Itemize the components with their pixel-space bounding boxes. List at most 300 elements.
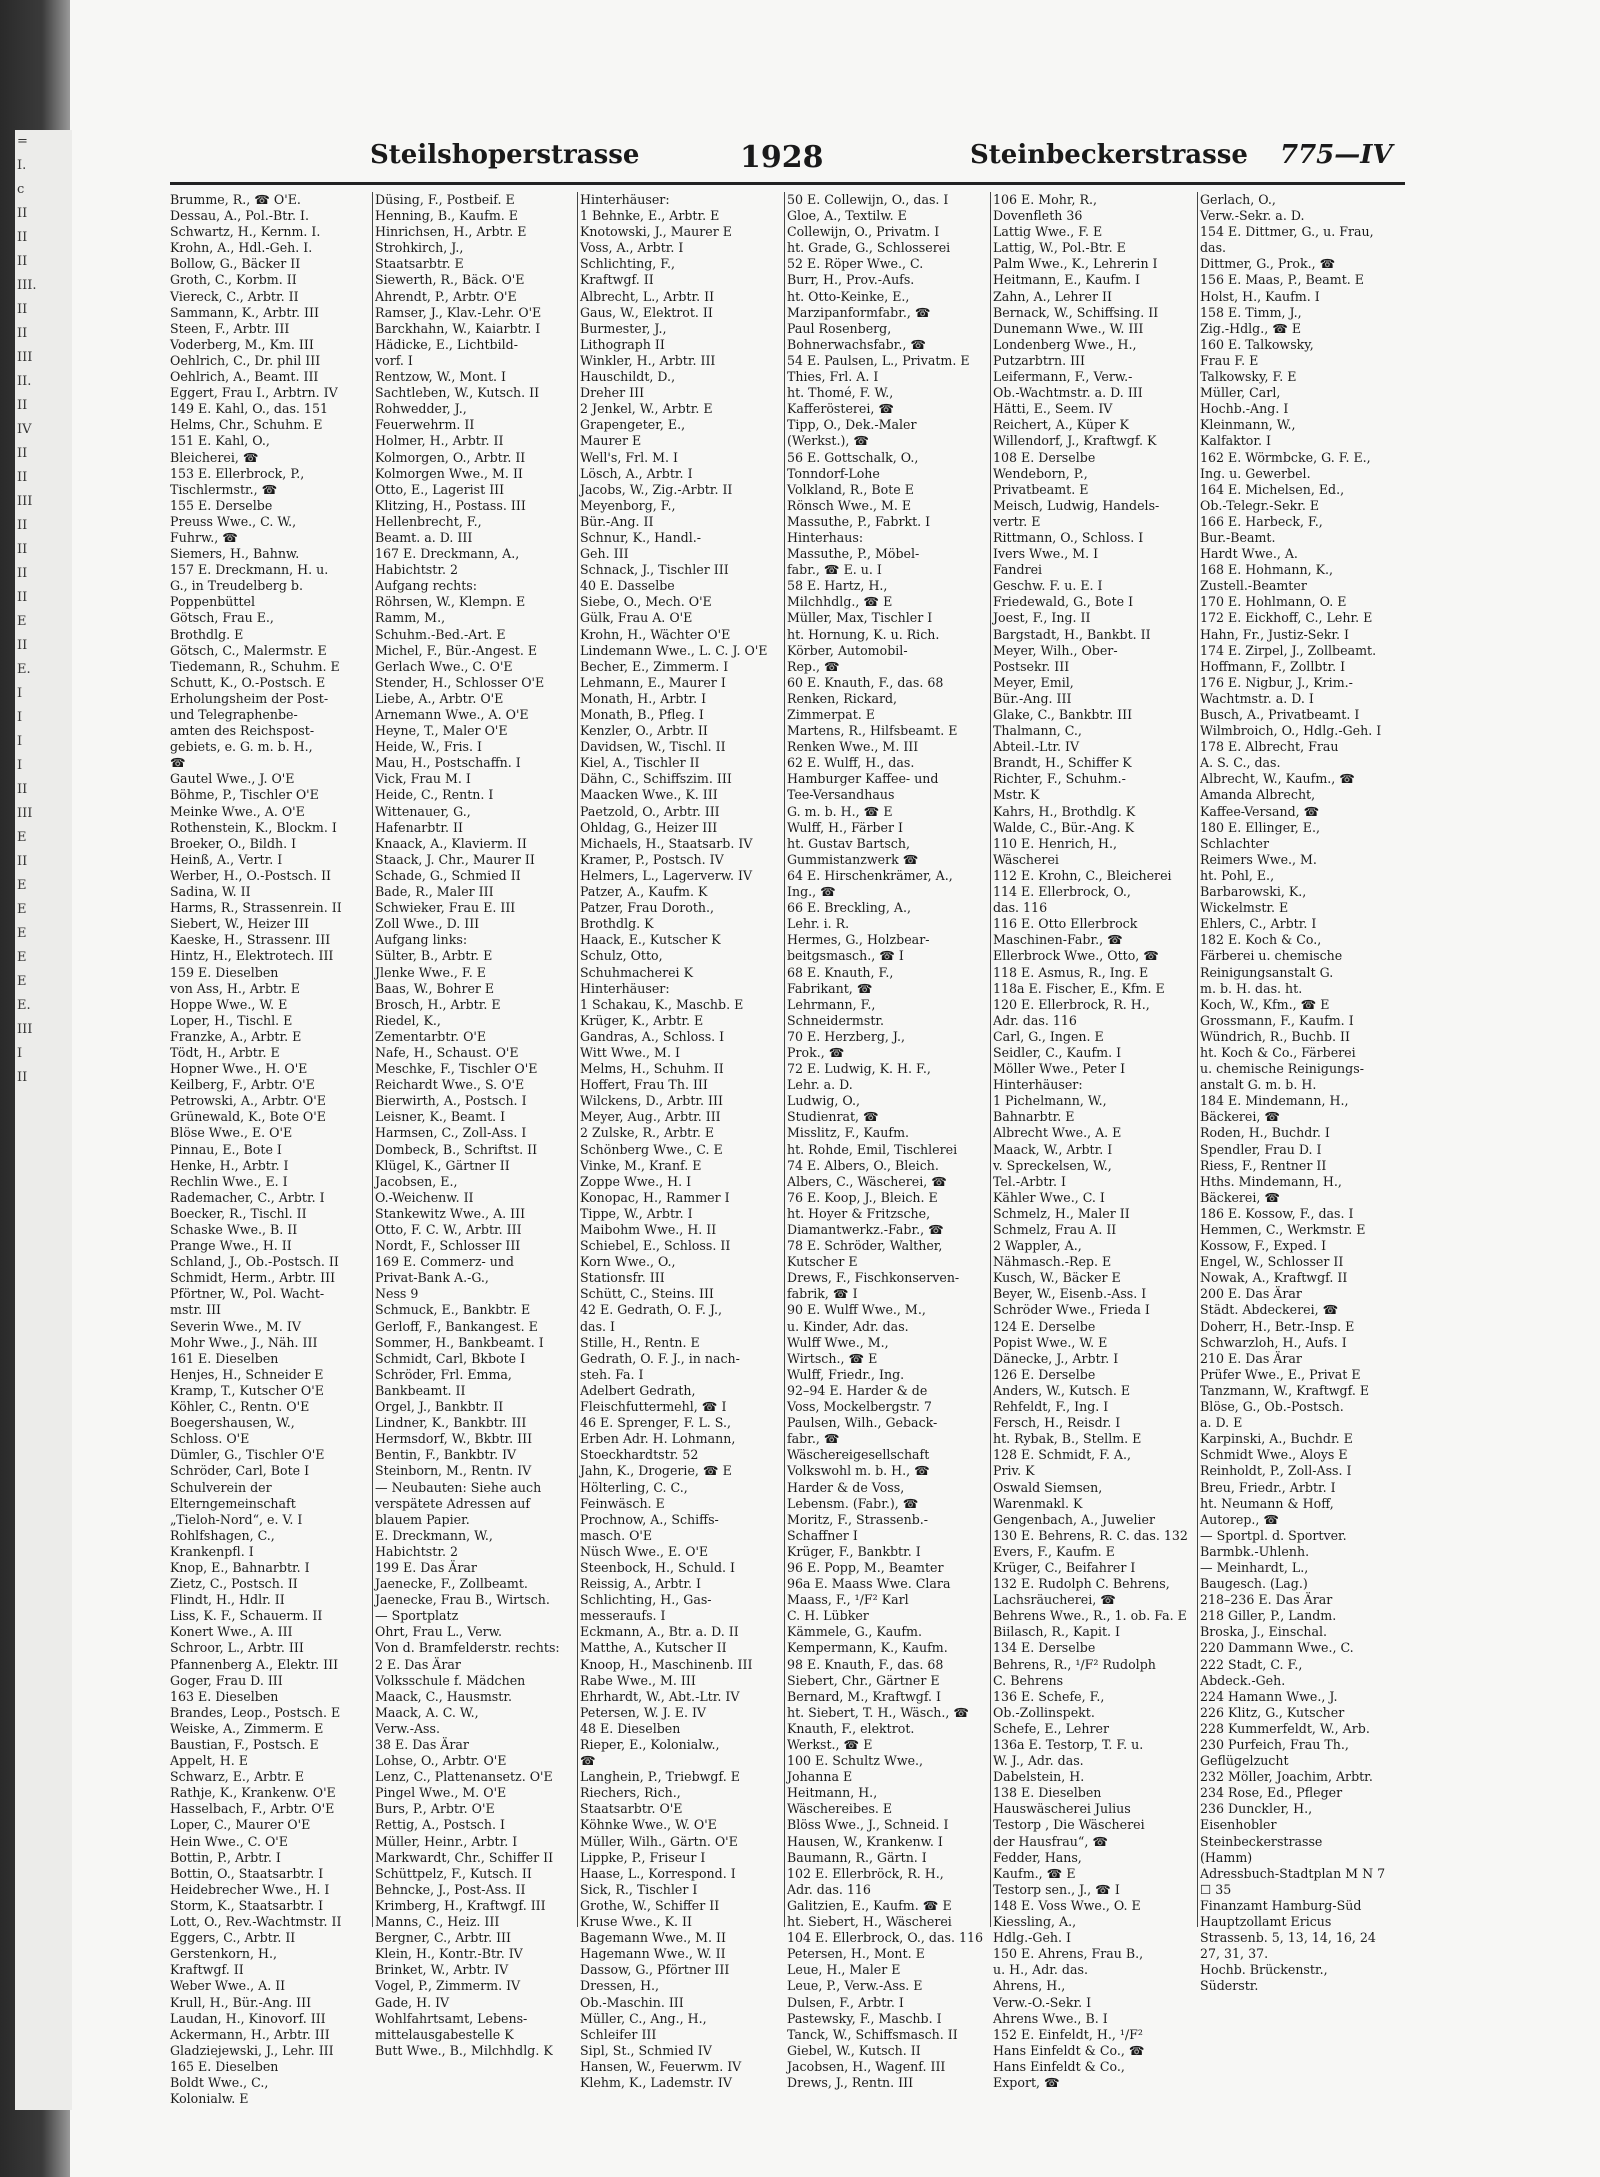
directory-entry: Maacken Wwe., K. III — [580, 787, 718, 803]
directory-entry: Privatbeamt. E — [993, 481, 1089, 497]
directory-entry: Zimmerpat. E — [787, 707, 875, 722]
margin-fragment: I — [17, 758, 23, 773]
margin-fragment: II. — [17, 374, 32, 389]
directory-entry: 138 E. Dieselben — [993, 1785, 1102, 1801]
directory-entry: Walde, C., Bür.-Ang. K — [993, 819, 1135, 835]
directory-entry: 78 E. Schröder, Walther, — [787, 1238, 943, 1254]
directory-entry: Hemmen, C., Werkmstr. E — [1200, 1222, 1366, 1237]
margin-fragment: E — [17, 878, 27, 893]
directory-entry: Hauptzollamt Ericus — [1200, 1914, 1332, 1930]
directory-entry: Michaels, H., Staatsarb. IV — [580, 835, 753, 851]
directory-entry: 222 Stadt, C. F., — [1200, 1656, 1303, 1672]
directory-entry: Ing., ☎ — [787, 884, 836, 900]
directory-entry: Oswald Siemsen, — [993, 1479, 1103, 1495]
directory-entry: Spendler, Frau D. I — [1200, 1141, 1322, 1157]
directory-entry: a. D. E — [1200, 1415, 1243, 1431]
directory-entry: Storm, K., Staatsarbtr. I — [170, 1897, 324, 1913]
directory-entry: Kaffee-Versand, ☎ — [1200, 803, 1320, 819]
directory-entry: 218 Giller, P., Landm. — [1200, 1608, 1337, 1624]
margin-fragment: E — [17, 974, 27, 989]
directory-entry: Konopac, H., Rammer I — [580, 1189, 730, 1205]
directory-entry: Kaufm., ☎ E — [993, 1865, 1076, 1881]
directory-entry: 126 E. Derselbe — [993, 1366, 1096, 1382]
margin-fragment: II — [17, 326, 28, 341]
directory-entry: Leue, H., Maler E — [787, 1962, 901, 1978]
directory-entry: Riess, F., Rentner II — [1200, 1157, 1327, 1173]
directory-entry: Willendorf, J., Kraftwgf. K — [993, 433, 1157, 449]
directory-entry: Mohr Wwe., J., Näh. III — [170, 1334, 318, 1350]
directory-entry: 176 E. Nigbur, J., Krim.- — [1200, 674, 1353, 690]
directory-entry: Sick, R., Tischler I — [580, 1881, 698, 1897]
directory-entry: Franzke, A., Arbtr. E — [170, 1028, 302, 1044]
directory-entry: Hädicke, E., Lichtbild- — [375, 336, 518, 352]
directory-entry: Rathje, K., Krankenw. O'E — [170, 1785, 336, 1801]
directory-entry: Burmester, J., — [580, 320, 667, 336]
directory-entry: Stille, H., Rentn. E — [580, 1334, 700, 1350]
directory-entry: Lindner, K., Bankbtr. III — [375, 1415, 527, 1431]
directory-entry: Nordt, F., Schlosser III — [375, 1238, 521, 1254]
directory-entry: Schaske Wwe., B. II — [170, 1222, 298, 1237]
directory-entry: Strassenb. 5, 13, 14, 16, 24 — [1200, 1930, 1376, 1946]
directory-entry: 164 E. Michelsen, Ed., — [1200, 481, 1345, 497]
margin-fragment: II — [17, 254, 28, 269]
directory-entry: Harder & de Voss, — [787, 1479, 905, 1495]
margin-fragment: E. — [17, 998, 31, 1013]
directory-entry: Baas, W., Bohrer E — [375, 980, 495, 996]
directory-entry: Werkst., ☎ E — [787, 1737, 873, 1752]
directory-entry: Behrens, R., ¹/F² Rudolph — [993, 1656, 1156, 1672]
directory-entry: Bahnarbtr. E — [993, 1109, 1075, 1125]
margin-fragment: II — [17, 542, 28, 557]
directory-entry: 54 E. Paulsen, L., Privatm. E — [787, 352, 970, 368]
directory-entry: Klitzing, H., Postass. III — [375, 497, 526, 513]
directory-entry: Londenberg Wwe., H., — [993, 336, 1137, 352]
directory-entry: Schmidt Wwe., Aloys E — [1200, 1447, 1348, 1463]
directory-entry: Maschinen-Fabr., ☎ — [993, 932, 1123, 948]
directory-entry: Sülter, B., Arbtr. E — [375, 948, 493, 964]
directory-entry: verspätete Adressen auf — [375, 1495, 531, 1511]
margin-fragment: II — [17, 302, 28, 317]
directory-entry: Popist Wwe., W. E — [993, 1334, 1108, 1350]
directory-entry: Henke, H., Arbtr. I — [170, 1157, 289, 1173]
directory-entry: Hölterling, C. C., — [580, 1479, 688, 1495]
directory-entry: Rentzow, W., Mont. I — [375, 369, 506, 385]
directory-entry: Winkler, H., Arbtr. III — [580, 352, 716, 368]
directory-entry: Haack, E., Kutscher K — [580, 932, 721, 948]
directory-entry: Steinborn, M., Rentn. IV — [375, 1463, 532, 1479]
directory-entry: Wendeborn, P., — [993, 465, 1088, 481]
directory-entry: Ob.-Maschin. III — [580, 1994, 684, 2010]
directory-entry: Lattig, W., Pol.-Btr. E — [993, 240, 1126, 256]
directory-entry: 76 E. Koop, J., Bleich. E — [787, 1189, 938, 1205]
directory-entry: Ob.-Zollinspekt. — [993, 1704, 1095, 1720]
directory-entry: 118 E. Asmus, R., Ing. E — [993, 964, 1149, 980]
directory-entry: Staatsarbtr. E — [375, 256, 464, 272]
directory-entry: O.-Weichenw. II — [375, 1189, 474, 1205]
directory-entry: Meyer, Wilh., Ober- — [993, 642, 1118, 658]
directory-entry: Bernard, M., Kraftwgf. I — [787, 1688, 942, 1704]
directory-entry: Nafe, H., Schaust. O'E — [375, 1044, 519, 1060]
directory-entry: Misslitz, F., Kaufm. — [787, 1125, 910, 1141]
directory-entry: Gloe, A., Textilw. E — [787, 208, 907, 224]
directory-entry: Ehlers, C., Arbtr. I — [1200, 916, 1317, 932]
directory-entry: Stoeckhardtstr. 52 — [580, 1447, 699, 1463]
margin-fragment: I — [17, 710, 23, 725]
margin-fragment: IV — [17, 422, 32, 437]
directory-entry: Tipp, O., Dek.-Maler — [787, 417, 917, 433]
directory-entry: Stankewitz Wwe., A. III — [375, 1205, 526, 1221]
directory-entry: Beamt. a. D. III — [375, 529, 473, 545]
directory-entry: Doherr, H., Betr.-Insp. E — [1200, 1318, 1355, 1334]
directory-entry: Schland, J., Ob.-Postsch. II — [170, 1254, 339, 1270]
directory-entry: Müller, Max, Tischler I — [787, 610, 933, 626]
directory-entry: Severin Wwe., M. IV — [170, 1318, 301, 1334]
directory-entry: Lithograph II — [580, 336, 665, 352]
directory-entry: Petersen, H., Mont. E — [787, 1946, 925, 1962]
directory-entry: 2 E. Das Ärar — [375, 1656, 461, 1672]
directory-entry: v. Spreckelsen, W., — [993, 1157, 1112, 1173]
directory-entry: Boecker, R., Tischl. II — [170, 1205, 307, 1221]
directory-entry: Feuerwehrm. II — [375, 417, 475, 433]
directory-entry: Haase, L., Korrespond. I — [580, 1865, 736, 1881]
directory-entry: Kenzler, O., Arbtr. II — [580, 723, 708, 739]
directory-entry: Hätti, E., Seem. IV — [993, 401, 1113, 417]
directory-entry: 182 E. Koch & Co., — [1200, 932, 1322, 948]
directory-entry: 159 E. Dieselben — [170, 964, 279, 980]
directory-entry: Milchhdlg., ☎ E — [787, 594, 893, 610]
directory-entry: Friedewald, G., Bote I — [993, 594, 1134, 610]
directory-entry: Oehlrich, C., Dr. phil III — [170, 352, 321, 368]
directory-entry: Heide, C., Rentn. I — [375, 787, 494, 803]
directory-entry: Lehr. a. D. — [787, 1077, 853, 1093]
directory-entry: Kraftwgf. II — [170, 1962, 244, 1978]
directory-entry: mittelausgabestelle K — [375, 2026, 514, 2042]
directory-entry: Brothdlg. K — [580, 916, 654, 932]
directory-entry: 118a E. Fischer, E., Kfm. E — [993, 980, 1165, 996]
directory-entry: 136 E. Schefe, F., — [993, 1688, 1105, 1704]
directory-entry: 170 E. Hohlmann, O. E — [1200, 594, 1347, 610]
directory-entry: fabr., ☎ — [787, 1431, 840, 1447]
directory-entry: Fleischfuttermehl, ☎ I — [580, 1399, 727, 1415]
directory-entry: Koch, W., Kfm., ☎ E — [1200, 996, 1330, 1012]
directory-entry: Rechlin Wwe., E. I — [170, 1173, 288, 1189]
directory-entry: ht. Koch & Co., Färberei — [1200, 1044, 1356, 1060]
directory-entry: Dassow, G., Pförtner III — [580, 1962, 730, 1978]
directory-entry: Wittenauer, G., — [375, 803, 471, 819]
directory-entry: Maack, A. C. W., — [375, 1704, 479, 1720]
directory-entry: u. H., Adr. das. — [993, 1962, 1088, 1978]
directory-entry: Barbarowski, K., — [1200, 884, 1307, 900]
directory-entry: 27, 31, 37. — [1200, 1946, 1269, 1962]
directory-entry: Gerloff, F., Bankangest. E — [375, 1318, 538, 1334]
directory-entry: Lott, O., Rev.-Wachtmstr. II — [170, 1914, 342, 1930]
margin-fragment: III — [17, 494, 33, 509]
directory-entry: Elterngemeinschaft — [170, 1495, 296, 1511]
directory-entry: ht. Pohl, E., — [1200, 867, 1275, 883]
directory-entry: Klügel, K., Gärtner II — [375, 1157, 510, 1173]
directory-entry: Rademacher, C., Arbtr. I — [170, 1189, 325, 1205]
directory-entry: 161 E. Dieselben — [170, 1350, 279, 1366]
directory-entry: Süderstr. — [1200, 1978, 1259, 1994]
directory-entry: Bernack, W., Schiffsing. II — [993, 304, 1159, 320]
directory-entry: Zahn, A., Lehrer II — [993, 288, 1112, 304]
directory-entry: Ohldag, G., Heizer III — [580, 819, 718, 835]
directory-entry: Ahrendt, P., Arbtr. O'E — [375, 288, 517, 304]
directory-entry: 156 E. Maas, P., Beamt. E — [1200, 272, 1364, 288]
directory-entry: 210 E. Das Ärar — [1200, 1350, 1302, 1366]
directory-entry: Blöse Wwe., E. O'E — [170, 1125, 293, 1141]
directory-entry: Köhler, C., Rentn. O'E — [170, 1399, 310, 1415]
directory-entry: Zementarbtr. O'E — [375, 1028, 487, 1044]
directory-entry: fabrik, ☎ I — [787, 1286, 858, 1302]
directory-entry: Düsing, F., Postbeif. E — [375, 192, 515, 207]
directory-entry: Kolonialw. E — [170, 2091, 249, 2107]
directory-entry: Hausen, W., Krankenw. I — [787, 1833, 943, 1849]
directory-entry: Schwartz, H., Kernm. I. — [170, 224, 321, 240]
directory-entry: amten des Reichspost- — [170, 723, 315, 739]
directory-entry: Harmsen, C., Zoll-Ass. I — [375, 1125, 527, 1141]
directory-entry: Mau, H., Postschaffn. I — [375, 755, 521, 771]
directory-entry: 184 E. Mindemann, H., — [1200, 1093, 1349, 1109]
directory-entry: Schröder, Carl, Bote I — [170, 1463, 310, 1479]
column-1 — [170, 192, 370, 2107]
directory-entry: Schnack, J., Tischler III — [580, 562, 729, 578]
directory-entry: Adr. das. 116 — [787, 1881, 871, 1897]
directory-entry: Otto, F. C. W., Arbtr. III — [375, 1222, 522, 1237]
directory-entry: Glake, C., Bankbtr. III — [993, 707, 1133, 722]
directory-entry: Jahn, K., Drogerie, ☎ E — [580, 1463, 732, 1479]
directory-entry: Sipl, St., Schmied IV — [580, 2042, 712, 2058]
directory-entry: Talkowsky, F. E — [1200, 369, 1297, 385]
directory-entry: Wilckens, D., Arbtr. III — [580, 1093, 723, 1109]
directory-entry: Albrecht Wwe., A. E — [993, 1125, 1122, 1141]
directory-entry: Hoffert, Frau Th. III — [580, 1077, 708, 1093]
directory-entry: Warenmakl. K — [993, 1495, 1083, 1511]
margin-fragment: II — [17, 1070, 28, 1085]
directory-entry: Bleicherei, ☎ — [170, 449, 259, 465]
directory-entry: 70 E. Herzberg, J., — [787, 1028, 905, 1044]
directory-entry: Ellerbrock Wwe., Otto, ☎ — [993, 948, 1159, 964]
column-3 — [580, 192, 780, 2090]
directory-entry: Wirtsch., ☎ E — [787, 1350, 878, 1366]
page-header — [170, 140, 1405, 180]
directory-entry: Sachtleben, W., Kutsch. II — [375, 385, 540, 401]
columns — [170, 192, 1405, 2107]
directory-entry: Meinke Wwe., A. O'E — [170, 803, 305, 819]
directory-entry: Fersch, H., Reisdr. I — [993, 1415, 1121, 1431]
directory-entry: Lohse, O., Arbtr. O'E — [375, 1753, 507, 1769]
directory-entry: 226 Klitz, G., Kutscher — [1200, 1704, 1345, 1720]
directory-entry: Palm Wwe., K., Lehrerin I — [993, 256, 1158, 272]
directory-entry: Vick, Frau M. I — [375, 771, 471, 787]
directory-entry: Schröder Wwe., Frieda I — [993, 1302, 1150, 1318]
directory-entry: Kalfaktor. I — [1200, 433, 1272, 449]
margin-fragment: II — [17, 230, 28, 245]
directory-entry: Schüttpelz, F., Kutsch. II — [375, 1865, 532, 1881]
directory-entry: masch. O'E — [580, 1527, 653, 1543]
directory-entry: Prüfer Wwe., E., Privat E — [1200, 1366, 1361, 1382]
directory-entry: Krimberg, H., Kraftwgf. III — [375, 1897, 546, 1913]
directory-entry: 134 E. Derselbe — [993, 1640, 1096, 1656]
directory-entry: G. m. b. H., ☎ E — [787, 803, 893, 819]
directory-entry: Beyer, W., Eisenb.-Ass. I — [993, 1286, 1147, 1302]
directory-entry: Knauth, F., elektrot. — [787, 1720, 915, 1736]
header-year: 1928 — [740, 140, 824, 175]
directory-entry: 104 E. Ellerbrock, O., das. 116 — [787, 1930, 983, 1946]
directory-entry: Diamantwerkz.-Fabr., ☎ — [787, 1222, 944, 1237]
directory-entry: Krankenpfl. I — [170, 1543, 254, 1559]
directory-entry: Pingel Wwe., M. O'E — [375, 1785, 507, 1801]
directory-entry: Bäckerei, ☎ — [1200, 1109, 1281, 1125]
directory-entry: fabr., ☎ E. u. I — [787, 562, 882, 578]
header-street-left: Steilshoperstrasse — [370, 140, 640, 170]
directory-entry: Lehr. i. R. — [787, 916, 850, 932]
directory-entry: Schütt, C., Steins. III — [580, 1286, 714, 1302]
directory-entry: Manns, C., Heiz. III — [375, 1914, 500, 1930]
directory-entry: Renken Wwe., M. III — [787, 739, 919, 755]
directory-entry: Barmbk.-Uhlenh. — [1200, 1543, 1310, 1559]
directory-entry: Lattig Wwe., F. E — [993, 224, 1103, 240]
directory-entry: Riedel, K., — [375, 1012, 441, 1028]
directory-entry: Schulverein der — [170, 1479, 272, 1495]
directory-entry: Hinterhaus: — [787, 529, 864, 545]
directory-entry: 52 E. Röper Wwe., C. — [787, 256, 924, 272]
directory-entry: Preuss Wwe., C. W., — [170, 513, 297, 529]
directory-entry: ht. Neumann & Hoff, — [1200, 1495, 1334, 1511]
margin-fragment: II — [17, 854, 28, 869]
directory-entry: Habichtstr. 2 — [375, 562, 458, 578]
directory-entry: Vinke, M., Kranf. E — [580, 1157, 702, 1173]
directory-entry: Schmidt, Herm., Arbtr. III — [170, 1270, 336, 1286]
margin-fragment: III. — [17, 278, 37, 293]
directory-entry: Erben Adr. H. Lohmann, — [580, 1431, 736, 1447]
directory-entry: Heide, W., Fris. I — [375, 739, 482, 755]
directory-entry: Keilberg, F., Arbtr. O'E — [170, 1077, 315, 1093]
directory-entry: Eisenhobler — [1200, 1817, 1277, 1833]
directory-entry: Röhrsen, W., Klempn. E — [375, 594, 526, 610]
margin-fragment: E. — [17, 662, 31, 677]
directory-entry: Hinterhäuser: — [580, 192, 670, 207]
directory-entry: beitgsmasch., ☎ I — [787, 948, 904, 964]
directory-entry: Breu, Friedr., Arbtr. I — [1200, 1479, 1336, 1495]
directory-entry: Ahrens, H., — [993, 1978, 1066, 1994]
directory-entry: Kutscher E — [787, 1254, 858, 1270]
directory-entry: Maack, C., Hausmstr. — [375, 1688, 512, 1704]
directory-entry: Bottin, O., Staatsarbtr. I — [170, 1865, 324, 1881]
directory-entry: Feinwäsch. E — [580, 1495, 665, 1511]
directory-entry: Jaenecke, F., Zollbeamt. — [375, 1576, 528, 1592]
directory-entry: Strohkirch, J., — [375, 240, 464, 256]
directory-entry: Schaffner I — [787, 1527, 858, 1543]
directory-entry: Bierwirth, A., Postsch. I — [375, 1093, 527, 1109]
directory-entry: Thalmann, C., — [993, 723, 1082, 739]
directory-entry: Reimers Wwe., M. — [1200, 851, 1317, 867]
directory-entry: Grapengeter, E., — [580, 417, 686, 433]
directory-entry: Baugesch. (Lag.) — [1200, 1576, 1308, 1592]
directory-entry: ht. Gustav Bartsch, — [787, 835, 910, 851]
column-2 — [375, 192, 575, 2058]
directory-entry: 56 E. Gottschalk, O., — [787, 449, 919, 465]
directory-entry: messeraufs. I — [580, 1608, 666, 1624]
directory-entry: Eckmann, A., Btr. a. D. II — [580, 1624, 739, 1640]
directory-entry: Jacobsen, E., — [375, 1173, 458, 1189]
directory-entry: Schnur, K., Handl.- — [580, 529, 702, 545]
directory-entry: Carl, G., Ingen. E — [993, 1028, 1104, 1044]
directory-entry: m. b. H. das. ht. — [1200, 980, 1303, 996]
directory-entry: Kossow, F., Exped. I — [1200, 1238, 1327, 1254]
directory-entry: Studienrat, ☎ — [787, 1109, 879, 1125]
directory-entry: Hopner Wwe., H. O'E — [170, 1061, 308, 1077]
directory-entry: 168 E. Hohmann, K., — [1200, 562, 1334, 578]
directory-entry: Davidsen, W., Tischl. II — [580, 739, 726, 755]
directory-entry: Dombeck, B., Schriftst. II — [375, 1141, 538, 1157]
directory-entry: Schneidermstr. — [787, 1012, 885, 1028]
directory-entry: Well's, Frl. M. I — [580, 449, 679, 465]
directory-entry: 218–236 E. Das Ärar — [1200, 1592, 1333, 1608]
directory-entry: Marzipanformfabr., ☎ — [787, 304, 931, 320]
directory-entry: Paul Rosenberg, — [787, 320, 892, 336]
margin-fragment: E — [17, 950, 27, 965]
directory-entry: Brandes, Leop., Postsch. E — [170, 1704, 341, 1720]
directory-entry: Anders, W., Kutsch. E — [993, 1382, 1131, 1398]
directory-entry: Albrecht, W., Kaufm., ☎ — [1200, 771, 1355, 787]
directory-entry: Schmelz, Frau A. II — [993, 1222, 1117, 1237]
margin-fragment: I. — [17, 158, 27, 173]
directory-entry: 48 E. Dieselben — [580, 1720, 681, 1736]
directory-entry: Meisch, Ludwig, Handels- — [993, 497, 1160, 513]
directory-entry: Korn Wwe., O., — [580, 1254, 676, 1270]
directory-entry: Putzarbtrn. III — [993, 352, 1085, 368]
directory-entry: Bargstadt, H., Bankbt. II — [993, 626, 1151, 642]
directory-entry: Wickelmstr. E — [1200, 900, 1289, 916]
directory-entry: Hermes, G., Holzbear- — [787, 932, 930, 948]
directory-entry: Schade, G., Schmied II — [375, 867, 521, 883]
directory-entry: Färberei u. chemische — [1200, 948, 1343, 964]
directory-entry: Hauschildt, D., — [580, 369, 676, 385]
directory-entry: 157 E. Dreckmann, H. u. — [170, 562, 329, 578]
directory-entry: Bäckerei, ☎ — [1200, 1189, 1281, 1205]
directory-entry: Voss, Mockelbergstr. 7 — [787, 1399, 932, 1415]
directory-entry: Wulff, Friedr., Ing. — [787, 1366, 905, 1382]
directory-entry: Otto, E., Lagerist III — [375, 481, 505, 497]
directory-entry: Stationsfr. III — [580, 1270, 665, 1286]
directory-entry: Wäschereigesellschaft — [787, 1447, 930, 1463]
directory-entry: Konert Wwe., A. III — [170, 1624, 293, 1640]
directory-entry: 236 Dunckler, H., — [1200, 1801, 1313, 1817]
directory-entry: — Sportpl. d. Sportver. — [1200, 1527, 1347, 1543]
margin-fragment: II — [17, 470, 28, 485]
directory-entry: 62 E. Wulff, H., das. — [787, 755, 915, 771]
directory-entry: 2 Jenkel, W., Arbtr. E — [580, 401, 713, 417]
directory-entry: Liss, K. F., Schauerm. II — [170, 1608, 323, 1624]
directory-entry: Dähn, C., Schiffszim. III — [580, 771, 732, 787]
directory-entry: das. — [1200, 240, 1227, 256]
directory-entry: Galitzien, E., Kaufm. ☎ E — [787, 1897, 952, 1913]
directory-entry: Ramser, J., Klav.-Lehr. O'E — [375, 304, 542, 320]
directory-entry: Schwieker, Frau E. III — [375, 900, 516, 916]
directory-entry: Hoffmann, F., Zollbtr. I — [1200, 658, 1346, 674]
directory-entry: Kolmorgen Wwe., M. II — [375, 465, 523, 481]
directory-entry: Nähmasch.-Rep. E — [993, 1254, 1112, 1270]
directory-entry: Hans Einfeldt & Co., ☎ — [993, 2042, 1145, 2058]
directory-entry: ht. Otto-Keinke, E., — [787, 288, 910, 304]
directory-entry: Schlichting, F., — [580, 256, 676, 272]
directory-entry: Reinigungsanstalt G. — [1200, 964, 1334, 980]
directory-entry: Schutt, K., O.-Postsch. E — [170, 674, 326, 690]
directory-entry: Abteil.-Ltr. IV — [993, 739, 1080, 755]
directory-entry: Ehrhardt, W., Abt.-Ltr. IV — [580, 1688, 740, 1704]
directory-entry: Renken, Rickard, — [787, 690, 898, 706]
